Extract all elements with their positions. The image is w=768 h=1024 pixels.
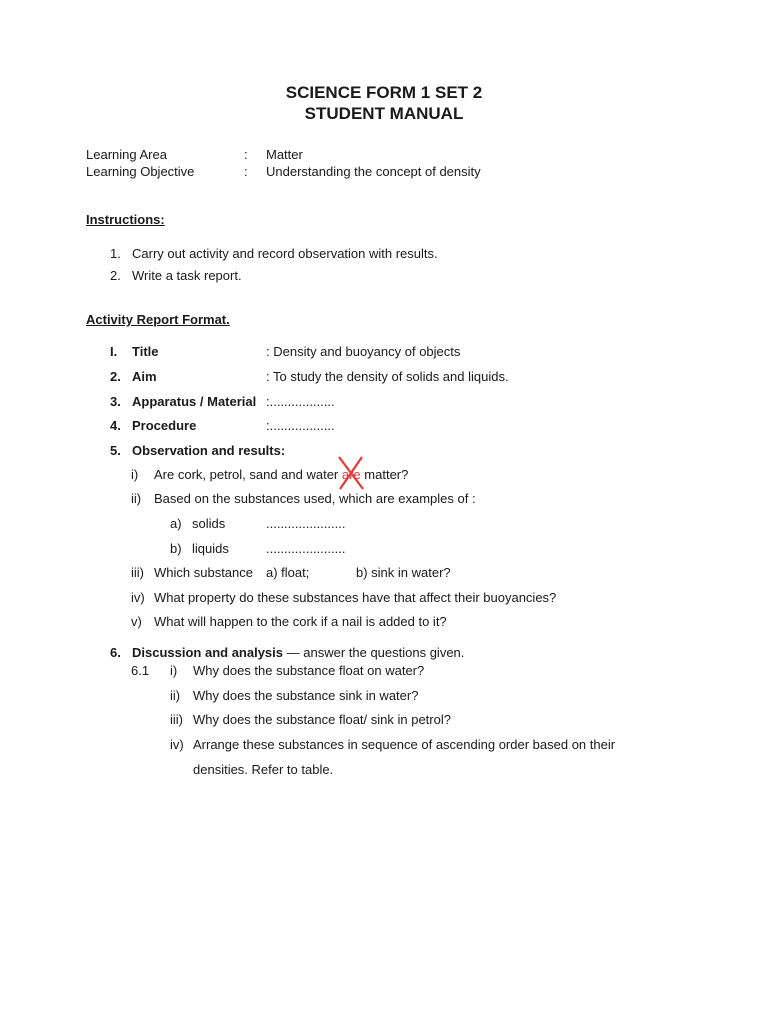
list-number: i) — [170, 663, 178, 678]
report-value: : Density and buoyancy of objects — [266, 344, 461, 359]
report-label: Aim — [132, 369, 157, 384]
question-text: Why does the substance sink in water? — [193, 688, 419, 703]
list-number: 4. — [110, 418, 121, 433]
sub-item-label: solids — [192, 516, 226, 531]
page-title-line2: STUDENT MANUAL — [304, 104, 464, 123]
discussion-label: Discussion and analysis — [132, 645, 284, 660]
question-text-after: matter? — [360, 467, 409, 482]
question-text: Why does the substance float on water? — [193, 663, 425, 678]
question-text: Which substance — [154, 565, 253, 580]
meta-value: Matter — [266, 147, 303, 162]
meta-label: Learning Area — [86, 147, 167, 162]
list-text: Write a task report. — [132, 268, 242, 283]
report-label: Procedure — [132, 418, 197, 433]
struck-word — [342, 467, 361, 483]
answer-blank: ...................... — [266, 516, 346, 531]
list-number: 3. — [110, 394, 121, 409]
sub-item-label: liquids — [192, 541, 229, 556]
list-number: I. — [110, 344, 118, 359]
observation-heading: Observation and results: — [132, 443, 286, 458]
list-number: 2. — [110, 268, 121, 283]
meta-separator: : — [244, 147, 248, 162]
question-text: What property do these substances have that affect their buoyancies? — [154, 590, 557, 605]
list-number: i) — [131, 467, 139, 482]
report-value: : To study the density of solids and liquids. — [266, 369, 509, 384]
list-number: 6. — [110, 645, 121, 660]
list-number: ii) — [131, 491, 142, 506]
report-heading: Activity Report Format. — [86, 312, 230, 327]
list-text: Carry out activity and record observation with results. — [132, 246, 438, 261]
question-text — [154, 467, 408, 483]
list-number: v) — [131, 614, 142, 629]
question-text: Why does the substance float/ sink in petrol? — [193, 712, 451, 727]
question-text: What will happen to the cork if a nail is added to it? — [154, 614, 447, 629]
report-value: :.................. — [266, 418, 335, 433]
list-number: 5. — [110, 443, 121, 458]
question-text-before: Are cork, petrol, sand and water — [154, 467, 342, 482]
meta-value: Understanding the concept of density — [266, 164, 481, 179]
list-number: 1. — [110, 246, 121, 261]
list-number: iii) — [131, 565, 144, 580]
option-float: a) float; — [266, 565, 310, 580]
list-number: b) — [170, 541, 182, 556]
list-number: 2. — [110, 369, 121, 384]
red-cross-mark-icon — [336, 455, 366, 491]
report-label: Apparatus / Material — [132, 394, 257, 409]
struck-word-text: are — [341, 467, 361, 482]
report-label: Title — [132, 344, 159, 359]
list-number: ii) — [170, 688, 181, 703]
question-text: Based on the substances used, which are examples of : — [154, 491, 476, 506]
question-text-continuation: densities. Refer to table. — [193, 762, 334, 777]
question-text: Arrange these substances in sequence of ascending order based on their — [193, 737, 616, 752]
meta-separator: : — [244, 164, 248, 179]
discussion-heading — [132, 645, 464, 661]
page-title-line1: SCIENCE FORM 1 SET 2 — [285, 83, 483, 102]
discussion-instruction: — answer the questions given. — [283, 645, 465, 660]
option-sink: b) sink in water? — [356, 565, 451, 580]
list-number: iv) — [170, 737, 184, 752]
list-number: iv) — [131, 590, 145, 605]
instructions-heading: Instructions: — [86, 212, 165, 227]
list-number: iii) — [170, 712, 183, 727]
meta-label: Learning Objective — [86, 164, 195, 179]
list-number: a) — [170, 516, 182, 531]
answer-blank: ...................... — [266, 541, 346, 556]
report-value: :.................. — [266, 394, 335, 409]
section-number: 6.1 — [131, 663, 150, 678]
